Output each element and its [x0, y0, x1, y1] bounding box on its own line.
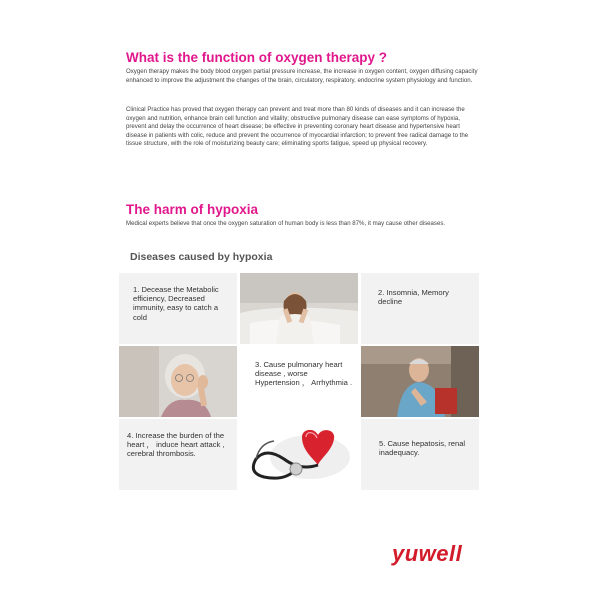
hypoxia-heading: The harm of hypoxia [126, 202, 259, 217]
disease-cell-5 [361, 419, 479, 490]
hypoxia-paragraph: Medical experts believe that once the oxygen saturation of human body is less than 87%, it may cause other diseases. [126, 220, 446, 227]
sleepless-woman-photo [240, 273, 358, 344]
oxygen-therapy-paragraph-1: Oxygen therapy makes the body blood oxygen partial pressure increase, the increase in oxygen content, oxygen diffusing capacity enhanced to improve the adjustment the changes of the brain, circulatory, respiratory, endocrine system physiology and function. [126, 68, 478, 84]
elderly-woman-image [119, 346, 237, 417]
disease-cell-1 [119, 273, 237, 344]
stethoscope-heart-image [240, 419, 358, 490]
disease-cell-2 [361, 273, 479, 344]
stethoscope-heart-photo [240, 419, 358, 490]
oxygen-therapy-paragraph-2: Clinical Practice has proved that oxygen therapy can prevent and treat more than 80 kinds of diseases and it can increase the oxygen and nutrition, enhance brain cell function and vitality; obstructive pulmonary disease can ease symptoms of hypoxia, prevent and delay the occurrence of heart disease; be effective in preventing coronary heart disease and hypertensive heart disease in patients with colic, reduce and prevent the occurrence of myocardial infarction; to prevent free radical damage to the tissue structure, with the role of moisturizing beauty care; eliminating sports fatigue, speed up physical recovery. [126, 106, 469, 148]
elderly-woman-photo [119, 346, 237, 417]
disease-cell-3 [240, 346, 358, 417]
disease-text-2: 2. Insomnia, Memory decline [378, 288, 449, 307]
disease-cell-4 [119, 419, 237, 490]
disease-text-3: 3. Cause pulmonary heart disease , worse Hypertension ， Arrhythmia . [255, 360, 353, 388]
oxygen-therapy-heading: What is the function of oxygen therapy ? [126, 50, 388, 65]
yuwell-logo: yuwell [392, 541, 463, 566]
heart-attack-man-image [361, 346, 479, 417]
sleepless-woman-image [240, 273, 358, 344]
disease-text-5: 5. Cause hepatosis, renal inadequacy. [379, 439, 466, 458]
diseases-heading: Diseases caused by hypoxia [130, 251, 273, 263]
disease-text-1: 1. Decease the Metabolic efficiency, Decreased immunity, easy to catch a cold [133, 285, 219, 322]
disease-text-4: 4. Increase the burden of the heart ， induce heart attack , cerebral thrombosis. [127, 431, 225, 459]
heart-attack-man-photo [361, 346, 479, 417]
